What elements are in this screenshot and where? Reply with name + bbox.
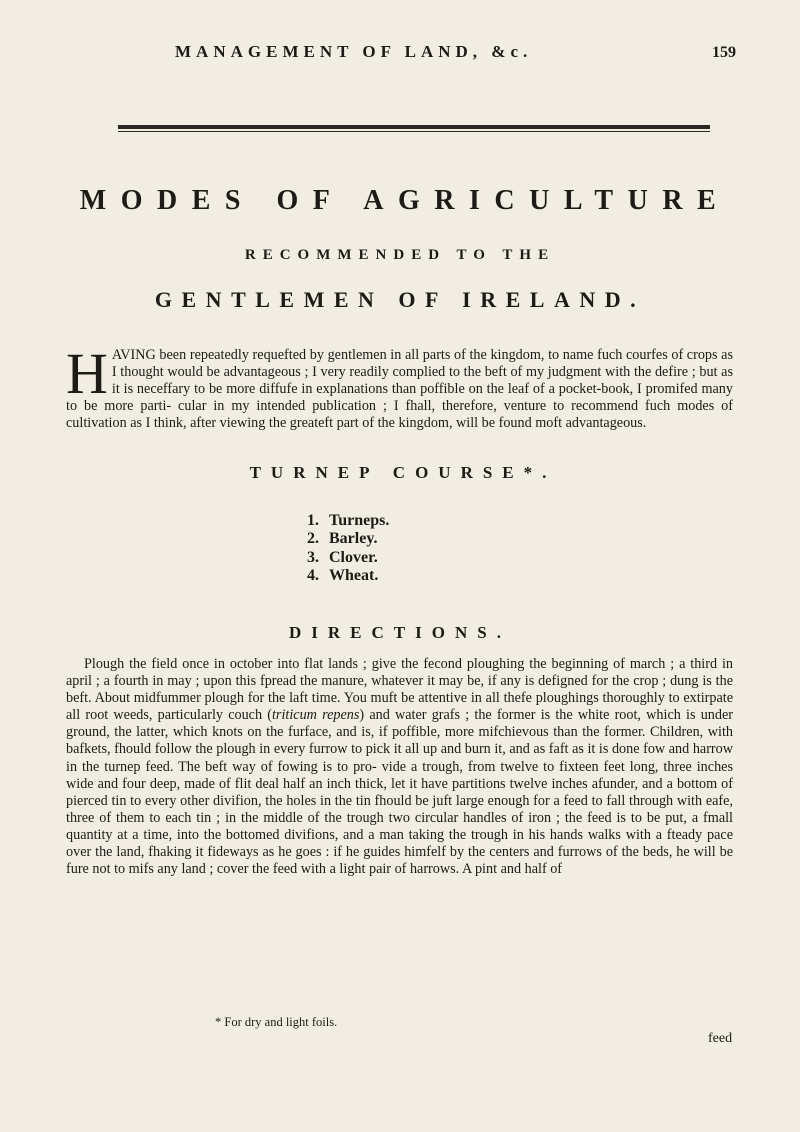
ornamental-rule-thick bbox=[118, 125, 710, 129]
crop-rotation-list bbox=[307, 512, 389, 585]
item-crop: Barley. bbox=[329, 530, 378, 548]
item-crop: Wheat. bbox=[329, 566, 379, 584]
item-number: 1. bbox=[307, 512, 319, 529]
item-crop: Clover. bbox=[329, 548, 378, 566]
directions-paragraph bbox=[66, 656, 733, 878]
running-title: MANAGEMENT OF LAND, &c. bbox=[175, 42, 533, 61]
item-number: 3. bbox=[307, 548, 319, 566]
item-number: 2. bbox=[307, 530, 319, 548]
list-item bbox=[307, 530, 389, 548]
footnote: * For dry and light foils. bbox=[215, 1015, 338, 1029]
list-item bbox=[307, 567, 389, 585]
main-title: MODES OF AGRICULTURE bbox=[79, 185, 731, 216]
directions-text bbox=[66, 656, 733, 878]
item-crop: Turneps. bbox=[329, 512, 390, 529]
directions-part-2: ) and water grafs ; the former is the white root, which is under ground, the latter, which knots on the furface, and is, if poffible, more mifchievous than the former. Children, with bafkets, fhould follow the plough in every furrow to pick it all up and burn it, and as faft as it is done fow and harrow in the turnep feed. The beft way of fowing is to pro- vide a trough, from twelve to fixteen feet long, three inches wide and four deep, made of flit deal half an inch thick, let it have partitions twelve inches afunder, and a bottom of pierced tin to every other divifion, the holes in the tin fhould be juft large enough for a feed to fall through with eafe, three of them to each tin ; in the middle of the trough two circular handles of iron ; the feed is to be put, a fmall quantity at a time, into the bottomed divifions, and a man taking the trough in his hands walks with a fteady pace over the land, fhaking it fideways as he goes : if he guides himfelf by the centers and furrows of the beds, he will be fure not to mifs any land ; cover the feed with a light pair of harrows. A pint and half of bbox=[66, 707, 733, 878]
directions-part-1: Plough the field once in october into flat lands ; give the fecond ploughing the beginning of march ; a third in april ; a fourth in may ; upon this fpread the manure, whatever it may be, if any is defigned for the crop ; dung is the beft. About midfummer plough for the laft time. You muft be attentive in all thefe ploughings thoroughly to extirpate all root weeds, particularly couch ( bbox=[66, 656, 733, 724]
title-audience: GENTLEMEN OF IRELAND. bbox=[154, 287, 646, 312]
catchword: feed bbox=[708, 1031, 733, 1046]
ornamental-rule-thin bbox=[118, 131, 710, 132]
intro-text: been repeatedly requefted by gentlemen in all parts of the kingdom, to name fuch courfes of crops as I thought would be advantageous ; I very readily complied to the beft of my judgment with the defire ; but as it is neceffary to be more diffufe in explanations than poffible on the leaf of a pocket-book, I promifed many to be more parti- cular in my intended publication ; I fhall, therefore, venture to recommend fuch modes of cultivation as I think, after viewing the greateft part of the kingdom, will be found moft advantageous. bbox=[66, 347, 733, 432]
directions-heading: DIRECTIONS. bbox=[289, 623, 511, 642]
subtitle-line: RECOMMENDED TO THE bbox=[244, 247, 556, 263]
item-number: 4. bbox=[307, 566, 319, 584]
drop-cap: H bbox=[66, 341, 108, 406]
course-heading: TURNEP COURSE*. bbox=[249, 463, 557, 482]
list-item bbox=[307, 512, 389, 530]
intro-opening-word: AVING bbox=[111, 347, 156, 363]
page-number: 159 bbox=[712, 44, 736, 61]
latin-name: triticum repens bbox=[271, 707, 360, 724]
list-item bbox=[307, 549, 389, 567]
intro-paragraph bbox=[66, 341, 733, 432]
